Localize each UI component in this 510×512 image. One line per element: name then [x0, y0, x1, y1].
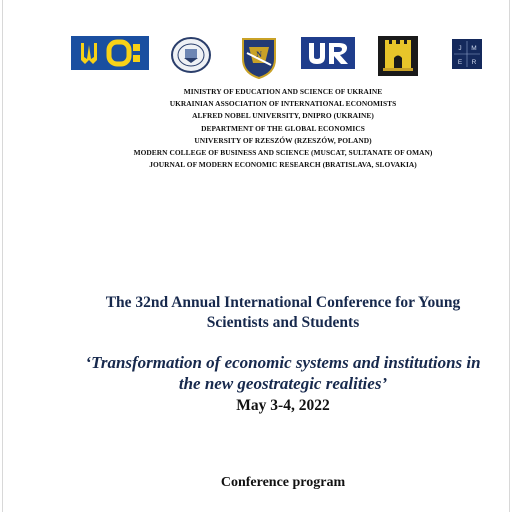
- conference-theme-line2: the new geostrategic realities’: [178, 374, 388, 393]
- conference-theme: [33, 352, 510, 394]
- conference-title-line2: Scientists and Students: [206, 314, 360, 331]
- org-ministry: MINISTRY OF EDUCATION AND SCIENCE OF UKRAINE: [183, 87, 383, 96]
- org-association: UKRAINIAN ASSOCIATION OF INTERNATIONAL ECONOMISTS: [169, 99, 397, 109]
- svg-text:N: N: [256, 50, 262, 59]
- org-modern-college: MODERN COLLEGE OF BUSINESS AND SCIENCE (MUSCAT, SULTANATE OF OMAN): [133, 148, 433, 158]
- svg-text:J: J: [458, 45, 462, 52]
- svg-text:E: E: [457, 59, 463, 66]
- conference-title: [33, 293, 510, 333]
- jmer-journal-logo: [452, 39, 482, 69]
- conference-title-line1: The 32nd Annual International Conference for Young: [105, 294, 461, 311]
- document-page: [2, 0, 510, 512]
- uaie-association-seal: [170, 36, 212, 74]
- conference-theme-line1: ‘Transformation of economic systems and institutions in: [85, 353, 481, 372]
- organizations-list: [33, 86, 510, 171]
- svg-text:M: M: [471, 45, 477, 52]
- org-department: DEPARTMENT OF THE GLOBAL ECONOMICS: [201, 123, 365, 133]
- university-of-rzeszow-logo: [301, 37, 355, 69]
- org-journal: JOURNAL OF MODERN ECONOMIC RESEARCH (BRATISLAVA, SLOVAKIA): [149, 160, 417, 170]
- ukraine-trident-emblem: [71, 36, 149, 70]
- castle-emblem: [378, 36, 418, 76]
- logo-row: [3, 36, 509, 82]
- org-university-rzeszow: UNIVERSITY OF RZESZÓW (RZESZÓW, POLAND): [194, 135, 372, 145]
- conference-program-label: Conference program: [220, 475, 346, 490]
- university-crest: [239, 35, 279, 79]
- svg-text:R: R: [471, 59, 477, 66]
- conference-dates: May 3-4, 2022: [236, 397, 330, 414]
- org-alfred-nobel-university: ALFRED NOBEL UNIVERSITY, DNIPRO (UKRAINE): [192, 111, 374, 121]
